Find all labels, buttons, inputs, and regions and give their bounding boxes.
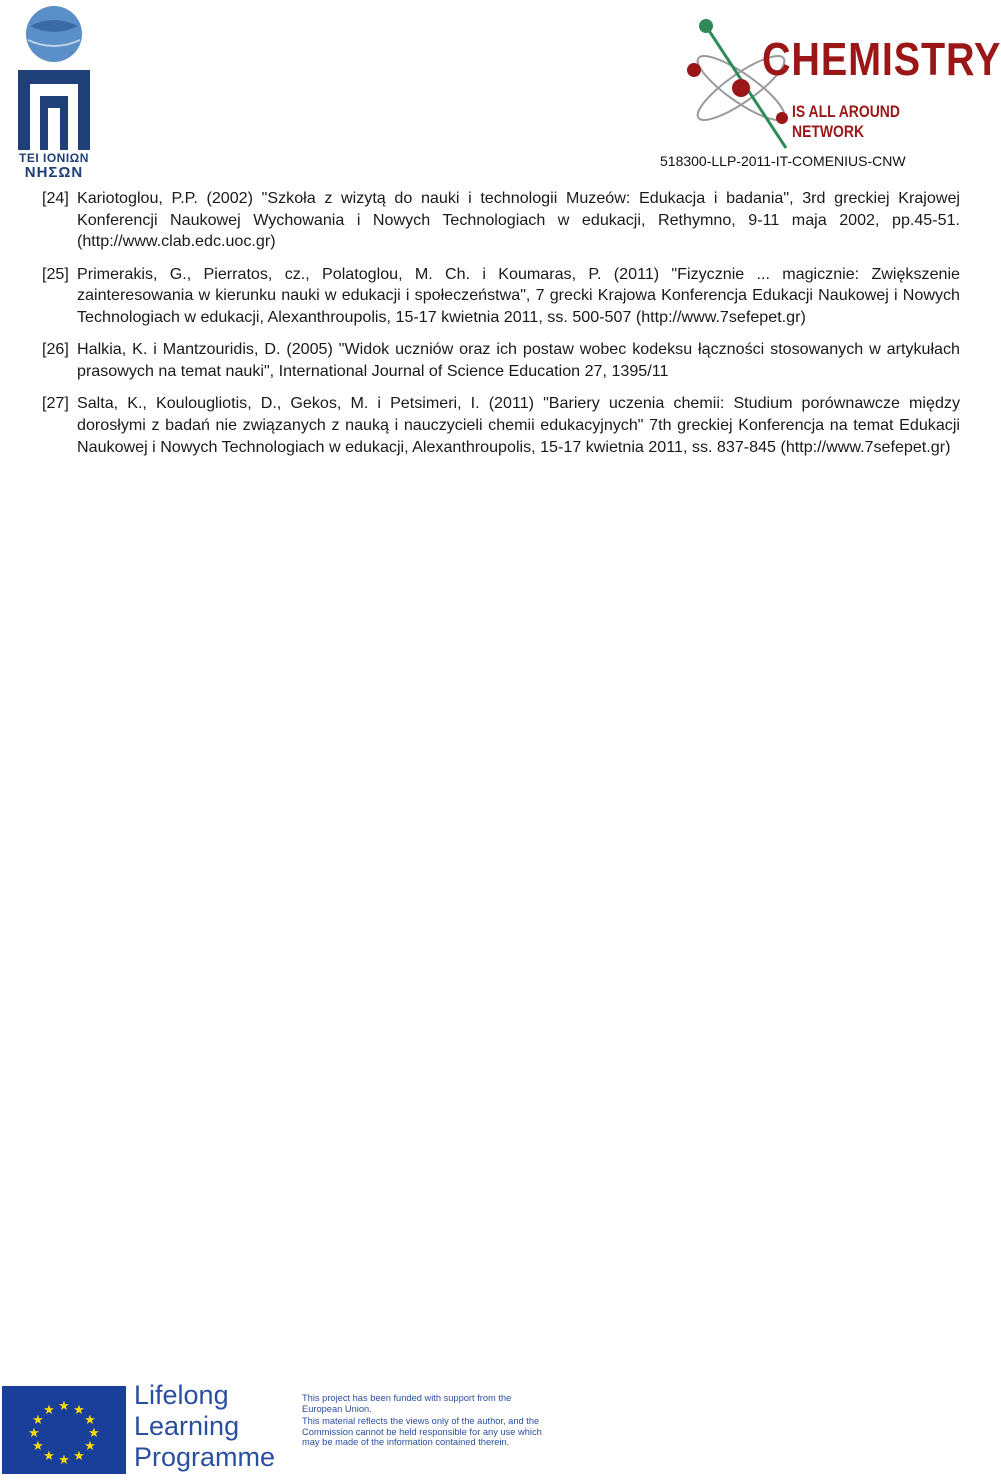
lifelong-learning-programme xyxy=(134,1380,275,1473)
svg-text:★: ★ xyxy=(58,1453,70,1468)
tei-name-line2: ΝΗΣΩΝ xyxy=(24,164,84,181)
svg-text:★: ★ xyxy=(88,1426,100,1441)
programme-line1: Lifelong xyxy=(134,1380,229,1410)
tei-ionian-islands-logo-icon xyxy=(14,4,94,152)
svg-text:★: ★ xyxy=(84,1413,96,1428)
disclaimer-responsibility: This material reflects the views only of the author, and the Commission cannot be held responsible for any use which may be made of the information contained therein. xyxy=(302,1416,542,1447)
disclaimer-funding: This project has been funded with support from the European Union. xyxy=(302,1393,512,1414)
reference-list xyxy=(42,188,960,469)
programme-line2: Learning xyxy=(134,1411,240,1441)
svg-text:★: ★ xyxy=(43,1449,55,1464)
chemistry-tagline: IS ALL AROUND NETWORK xyxy=(792,102,900,141)
svg-text:★: ★ xyxy=(43,1403,55,1418)
funding-disclaimer xyxy=(302,1393,554,1450)
reference-text: Halkia, K. i Mantzouridis, D. (2005) "Widok uczniów oraz ich postaw wobec kodeksu łączności stosowanych w artykułach prasowych na temat nauki", International Journal of Science Education 27, 1395/11 xyxy=(77,340,960,380)
project-code: 518300-LLP-2011-IT-COMENIUS-CNW xyxy=(660,153,906,169)
reference-text: Kariotoglou, P.P. (2002) "Szkoła z wizytą do nauki i technologii Muzeów: Edukacja i badania", 3rd greckiej Krajowej Konferencji Naukowej Wychowania i Nowych Technologiach w edukacji, Rethymno, 9-11 maja 2002, pp.45-51. (http://www.clab.edc.uoc.gr) xyxy=(77,189,960,251)
tei-logo xyxy=(14,4,94,182)
svg-text:★: ★ xyxy=(73,1449,85,1464)
tei-name: ΤΕΙ ΙΟΝΙΩΝ xyxy=(19,151,89,165)
reference-number: [25] xyxy=(42,264,69,283)
svg-text:★: ★ xyxy=(73,1403,85,1418)
reference-number: [24] xyxy=(42,189,69,207)
reference-text: Primerakis, G., Pierratos, cz., Polatoglou, M. Ch. i Koumaras, P. (2011) "Fizycznie ... magicznie: Zwiększenie zainteresowania w kierunku nauki w edukacji i społeczeństwa", 7 grecki Krajowa Konferencja Edukacji Naukowej i Nowych Technologiach w edukacji, Alexanthroupolis, 15-17 kwietnia 2011, ss. 500-507 (http://www.7sefepet.gr) xyxy=(77,264,960,327)
svg-text:★: ★ xyxy=(32,1439,44,1454)
reference-number: [26] xyxy=(42,340,69,359)
svg-text:★: ★ xyxy=(84,1439,96,1454)
chemistry-logo xyxy=(686,18,1001,150)
eu-flag xyxy=(2,1386,126,1474)
reference-number: [27] xyxy=(42,394,69,413)
eu-flag-icon xyxy=(2,1386,126,1474)
reference-item xyxy=(42,188,960,253)
chemistry-title: CHEMISTRY xyxy=(762,33,1001,85)
svg-text:★: ★ xyxy=(28,1426,40,1441)
svg-text:★: ★ xyxy=(32,1413,44,1428)
svg-text:★: ★ xyxy=(58,1399,70,1414)
reference-item xyxy=(42,339,960,382)
reference-text: Salta, K., Koulougliotis, D., Gekos, M. i Petsimeri, I. (2011) "Bariery uczenia chemii: Studium porównawcze między dorosłymi z badań nie związanych z nauką i nauczycieli chemii edukacyjnych" 7th greckiej Konferencja na temat Edukacji Naukowej i Nowych Technologiach w edukacji, Alexanthroupolis, 15-17 kwietnia 2011, ss. 837-845 (http://www.7sefepet.gr) xyxy=(77,394,960,456)
reference-item xyxy=(42,264,960,329)
reference-item xyxy=(42,393,960,458)
programme-line3: Programme xyxy=(134,1442,276,1472)
